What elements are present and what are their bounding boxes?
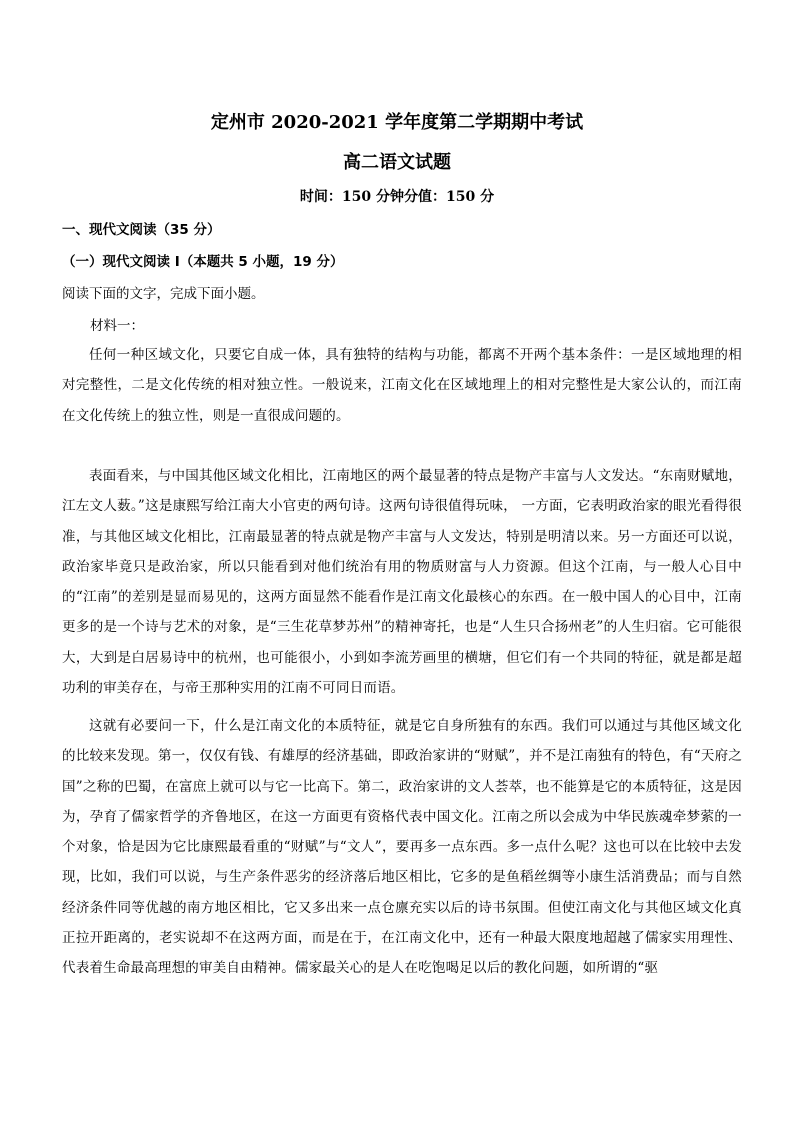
- paragraph-1: 任何一种区域文化，只要它自成一体，具有独特的结构与功能，都离不开两个基本条件：一是区域地理的相对完整性，二是文化传统的相对独立性。一般说来，江南文化在区域地理上的相对完整性是大家公认的，而江南在文化传统上的独立性，则是一直很成问题的。: [62, 347, 742, 424]
- instruction-text: 阅读下面的文字，完成下面小题。: [62, 286, 265, 302]
- subsection-heading: （一）现代文阅读 I（本题共 5 小题，19 分）: [62, 254, 344, 270]
- material-label: 材料一：: [90, 318, 144, 334]
- section-heading: 一、现代文阅读（35 分）: [62, 222, 221, 238]
- paragraph-3: 这就有必要问一下，什么是江南文化的本质特征，就是它自身所独有的东西。我们可以通过与其他区域文化的比较来发现。第一，仅仅有钱、有雄厚的经济基础，即政治家讲的“财赋”，并不是江南独有的特色，有“天府之国”之称的巴蜀，在富庶上就可以与它一比高下。第二，政治家讲的文人荟萃，也不能算是它的本质特征，这是因为，孕育了儒家哲学的齐鲁地区，在这一方面更有资格代表中国文化。江南之所以会成为中华民族魂牵梦萦的一个对象，恰是因为它比康熙最看重的“财赋”与“文人”，要再多一点东西。多一点什么呢？这也可以在比较中去发现，比如，我们可以说，与生产条件恶劣的经济落后地区相比，它多的是鱼稻丝绸等小康生活消费品；而与自然经济条件同等优越的南方地区相比，它又多出来一点仓廪充实以后的诗书氛围。但使江南文化与其他区域文化真正拉开距离的，老实说却不在这两方面，而是在于，在江南文化中，还有一种最大限度地超越了儒家实用理性、代表着生命最高理想的审美自由精神。儒家最关心的是人在吃饱喝足以后的教化问题，如所谓的“驱: [62, 718, 742, 977]
- paragraph-2: 表面看来，与中国其他区域文化相比，江南地区的两个最显著的特点是物产丰富与人文发达。“东南财赋地，江左文人薮。”这是康熙写给江南大小官吏的两句诗。这两句诗很值得玩味， 一方面，它表明政治家的眼光看得很准，与其他区域文化相比，江南最显著的特点就是物产丰富与人文发达，特别是明清以来。另一方面还可以说，政治家毕竟只是政治家，所以只能看到对他们统治有用的物质财富与人力资源。但这个江南，与一般人心目中的“江南”的差别是显而易见的，这两方面显然不能看作是江南文化最核心的东西。在一般中国人的心目中，江南更多的是一个诗与艺术的对象，是“三生花草梦苏州”的精神寄托，也是“人生只合扬州老”的人生归宿。它可能很大，大到是白居易诗中的杭州，也可能很小，小到如李流芳画里的横塘，但它们有一个共同的特征，就是都是超功利的审美存在，与帝王那种实用的江南不可同日而语。: [62, 468, 742, 697]
- exam-info: 时间：150 分钟分值：150 分: [299, 189, 495, 205]
- document-title: 定州市 2020-2021 学年度第二学期期中考试: [210, 112, 584, 133]
- document-subtitle: 高二语文试题: [343, 152, 451, 173]
